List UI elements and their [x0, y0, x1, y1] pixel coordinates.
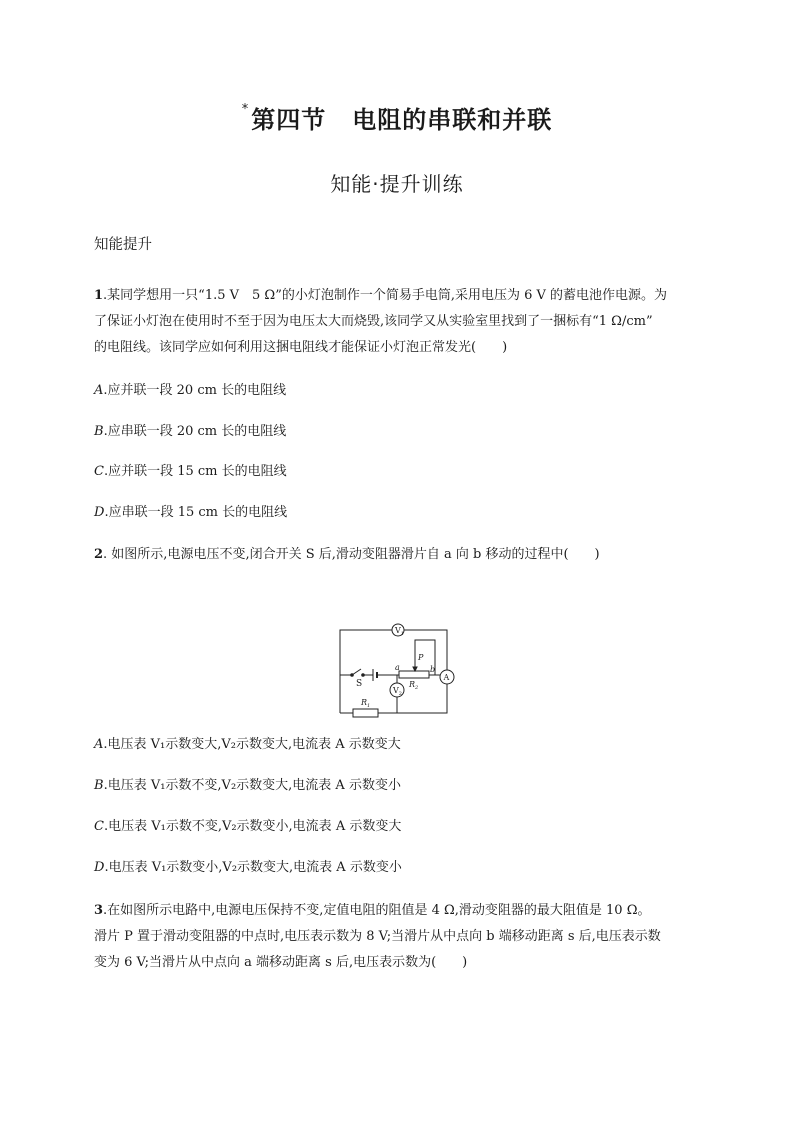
end-a-label: a	[395, 663, 400, 672]
q2-option-a[interactable]	[94, 735, 401, 755]
q1-option-a-text: .应并联一段 20 cm 长的电阻线	[103, 383, 287, 398]
question-3-text-1: .在如图所示电路中,电源电压保持不变,定值电阻的阻值是 4 Ω,滑动变阻器的最大阻值是 10 Ω。	[103, 903, 651, 918]
wire-left-top	[340, 630, 393, 675]
question-1-line-2: 了保证小灯泡在使用时不至于因为电压太大而烧毁,该同学又从实验室里找到了一捆标有“1 Ω/cm”	[94, 314, 653, 329]
question-2	[94, 545, 600, 565]
q1-option-b-letter: B	[94, 424, 104, 439]
q1-option-d[interactable]	[94, 503, 287, 523]
slider-p-label: P	[418, 653, 424, 662]
question-1-line-3: 的电阻线。该同学应如何利用这捆电阻线才能保证小灯泡正常发光( )	[94, 340, 508, 355]
q1-option-a[interactable]	[94, 381, 286, 401]
q2-option-d-text: .电压表 V₁示数变小,V₂示数变大,电流表 A 示数变小	[104, 860, 402, 875]
v1-label: $V_1$	[395, 626, 404, 637]
rheostat-r2	[399, 671, 429, 678]
v2-label: $V_2$	[393, 686, 402, 697]
title-text: 电阻的串联和并联	[352, 106, 553, 134]
question-3-number: 3	[94, 903, 104, 918]
question-2-number: 2	[94, 547, 104, 562]
question-1-text-1: .某同学想用一只“1.5 V 5 Ω”的小灯泡制作一个简易手电筒,采用电压为 6 V 的蓄电池作电源。为	[103, 288, 668, 303]
circuit-diagram	[335, 620, 460, 720]
q2-option-b[interactable]	[94, 776, 401, 796]
question-3-line-3: 变为 6 V;当滑片从中点向 a 端移动距离 s 后,电压表示数为( )	[94, 955, 468, 970]
q2-option-a-letter: A	[94, 737, 104, 752]
q2-option-b-text: .电压表 V₁示数不变,V₂示数变大,电流表 A 示数变小	[103, 778, 401, 793]
q1-option-b-text: .应串联一段 20 cm 长的电阻线	[103, 424, 287, 439]
slider-arrow-icon	[413, 667, 417, 671]
page-title	[0, 100, 794, 135]
q1-option-c[interactable]	[94, 462, 287, 482]
q2-option-d-letter: D	[94, 860, 105, 875]
end-b-label: b	[430, 665, 436, 674]
title-section: 第四节	[251, 106, 327, 134]
q2-option-b-letter: B	[94, 778, 104, 793]
page-subtitle: 知能·提升训练	[330, 172, 464, 196]
r1-label: $R_1$	[361, 698, 371, 709]
q1-option-d-letter: D	[94, 505, 105, 520]
wire-top-right	[403, 630, 447, 672]
q1-option-c-letter: C	[94, 464, 104, 479]
q2-option-c[interactable]	[94, 817, 401, 837]
question-3-line-1	[94, 898, 704, 924]
q2-option-c-letter: C	[94, 819, 104, 834]
question-1	[94, 283, 704, 361]
switch-blade	[352, 669, 361, 675]
q2-option-d[interactable]	[94, 858, 402, 878]
question-3-line-2: 滑片 P 置于滑动变阻器的中点时,电压表示数为 8 V;当滑片从中点向 b 端移动距离 s 后,电压表示数	[94, 929, 661, 944]
q1-option-b[interactable]	[94, 422, 286, 442]
q2-option-a-text: .电压表 V₁示数变大,V₂示数变大,电流表 A 示数变大	[103, 737, 401, 752]
ammeter-label: A	[443, 673, 450, 682]
q1-option-a-letter: A	[94, 383, 104, 398]
section-heading: 知能提升	[94, 237, 152, 253]
question-2-text: . 如图所示,电源电压不变,闭合开关 S 后,滑动变阻器滑片自 a 向 b 移动的过程中( )	[103, 547, 600, 562]
q1-option-d-text: .应串联一段 15 cm 长的电阻线	[104, 505, 288, 520]
q1-option-c-text: .应并联一段 15 cm 长的电阻线	[103, 464, 287, 479]
title-asterisk: *	[241, 102, 250, 117]
q2-option-c-text: .电压表 V₁示数不变,V₂示数变小,电流表 A 示数变大	[103, 819, 402, 834]
r2-label: $R_2$	[409, 680, 419, 691]
switch-label: S	[356, 679, 363, 689]
question-1-line-1	[94, 283, 704, 309]
question-3	[94, 898, 704, 976]
resistor-r1	[353, 709, 378, 717]
question-1-number: 1	[94, 288, 104, 303]
